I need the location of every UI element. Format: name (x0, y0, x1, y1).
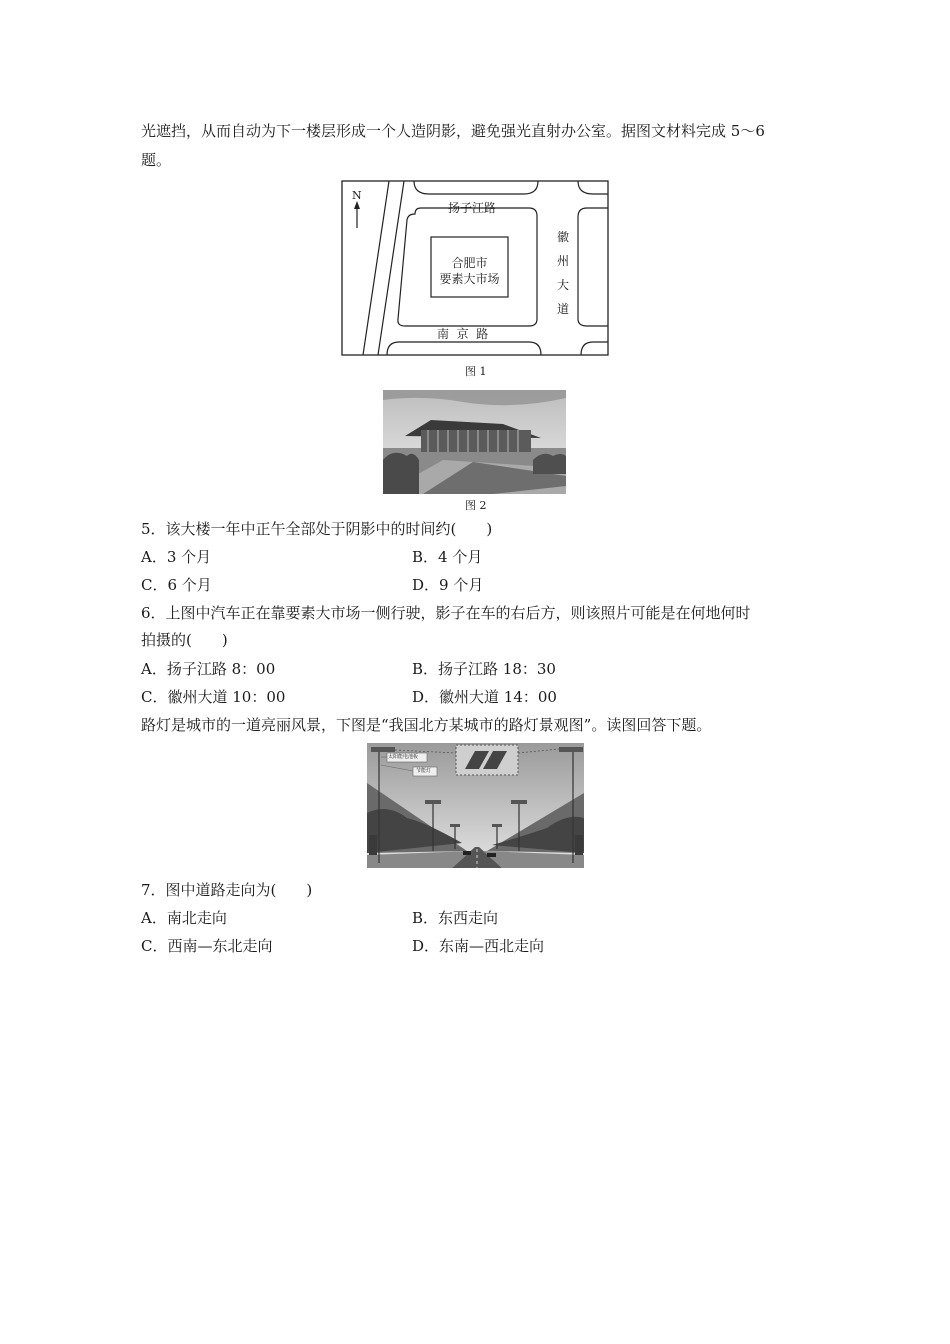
intro-line-2: 题。 (141, 151, 172, 169)
q5-option-a: A．3 个月 (141, 548, 212, 566)
building-label-line: 合肥市 (451, 256, 488, 270)
road-label-east-char: 州 (556, 254, 569, 268)
q7-option-d: D．东南—西北走向 (412, 937, 545, 955)
road-label-east-char: 徽 (556, 230, 569, 244)
q6-option-b: B．扬子江路 18：30 (412, 660, 556, 678)
road-label-east (556, 225, 570, 321)
q5-stem: 5．该大楼一年中正午全部处于阴影中的时间约( ) (141, 520, 493, 538)
q7-option-a: A．南北走向 (141, 909, 227, 927)
figure-2-caption: 图 2 (465, 499, 487, 512)
q5-option-c: C．6 个月 (141, 576, 212, 594)
intro-line-1: 光遮挡，从而自动为下一楼层形成一个人造阴影，避免强光直射办公室。据图文材料完成 5～6 (141, 122, 765, 140)
building-label-line: 要素大市场 (439, 272, 500, 286)
q6-stem-line-1: 6．上图中汽车正在靠要素大市场一侧行驶，影子在车的右后方，则该照片可能是在何地何时 (141, 604, 751, 622)
road-label-east-char: 道 (556, 302, 569, 316)
label-solar-panel: 太阳能电池板 (388, 754, 419, 760)
building-label (431, 255, 508, 287)
q6-stem-line-2: 拍摄的( ) (141, 631, 228, 649)
streetlight-photo (367, 743, 584, 868)
passage-2: 路灯是城市的一道亮丽风景，下图是“我国北方某城市的路灯景观图”。读图回答下题。 (141, 716, 712, 734)
q6-option-c: C．徽州大道 10：00 (141, 688, 286, 706)
q5-option-b: B．4 个月 (412, 548, 483, 566)
figure-1-map (341, 180, 609, 356)
label-energy-saving-lamp: 节能灯 (416, 768, 432, 774)
road-label-north: 扬子江路 (448, 201, 497, 215)
north-indicator: N (352, 189, 362, 202)
road-label-south: 南 京 路 (437, 327, 489, 341)
figure-1-caption: 图 1 (465, 365, 487, 378)
q7-stem: 7．图中道路走向为( ) (141, 881, 313, 899)
figure-3-streetlight-photo (367, 743, 584, 868)
q6-option-d: D．徽州大道 14：00 (412, 688, 557, 706)
q7-option-c: C．西南—东北走向 (141, 937, 273, 955)
q5-option-d: D．9 个月 (412, 576, 484, 594)
road-label-east-char: 大 (556, 278, 569, 292)
building-photo (383, 390, 566, 494)
figure-2-photo (383, 390, 566, 494)
q7-option-b: B．东西走向 (412, 909, 499, 927)
q6-option-a: A．扬子江路 8：00 (141, 660, 276, 678)
